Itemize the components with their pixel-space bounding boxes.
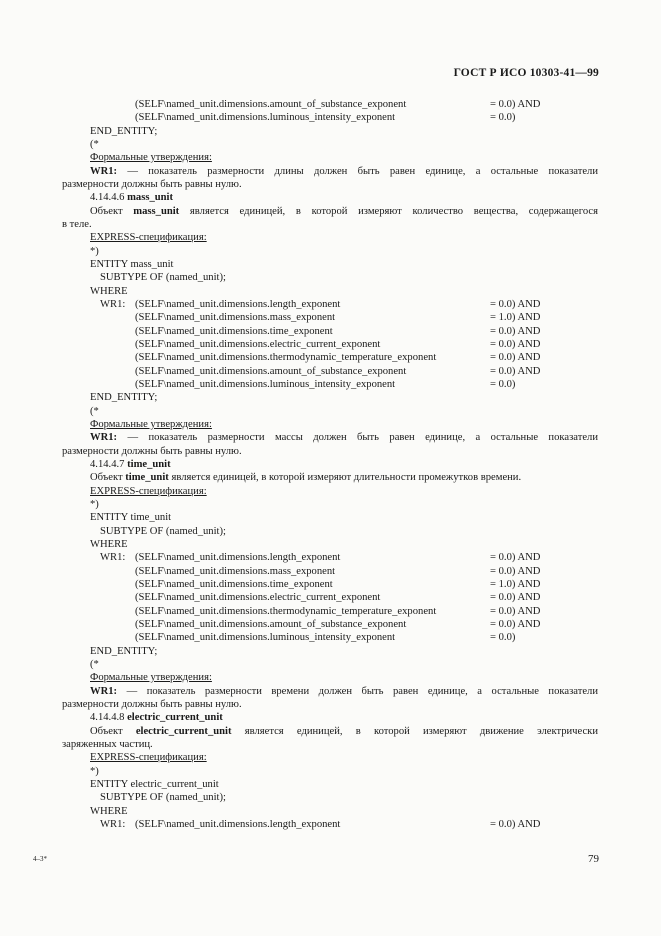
- entity-decl: ENTITY time_unit: [90, 512, 172, 523]
- entity-decl: ENTITY electric_current_unit: [90, 779, 219, 790]
- rule-line: (SELF\named_unit.dimensions.luminous_intensity_exponent = 0.0): [135, 379, 516, 390]
- wr-text: размерности должны быть равны нулю.: [62, 446, 242, 457]
- end-entity: END_ENTITY;: [90, 392, 158, 403]
- rule-line: (SELF\named_unit.dimensions.thermodynamic_temperature_exponent = 0.0) AND: [135, 606, 541, 617]
- rule-line: (SELF\named_unit.dimensions.time_exponent = 1.0) AND: [135, 579, 541, 590]
- section-heading: 4.14.4.8 electric_current_unit: [90, 712, 223, 723]
- page-number: 79: [588, 853, 599, 865]
- wr-text: размерности должны быть равны нулю.: [62, 179, 242, 190]
- comment-close: *): [90, 766, 99, 777]
- where-clause: WHERE: [90, 539, 128, 550]
- comment-open: (*: [90, 406, 99, 417]
- express-heading: EXPRESS-спецификация:: [90, 486, 207, 497]
- rule-line: (SELF\named_unit.dimensions.luminous_intensity_exponent = 0.0): [135, 112, 516, 123]
- section-desc: в теле.: [62, 219, 92, 230]
- formal-heading: Формальные утверждения:: [90, 152, 212, 163]
- section-heading: 4.14.4.6 mass_unit: [90, 192, 174, 203]
- end-entity: END_ENTITY;: [90, 126, 158, 137]
- formal-heading: Формальные утверждения:: [90, 419, 212, 430]
- end-entity: END_ENTITY;: [90, 646, 158, 657]
- rule-line: WR1: (SELF\named_unit.dimensions.length_exponent = 0.0) AND: [100, 819, 541, 830]
- comment-close: *): [90, 246, 99, 257]
- where-clause: WHERE: [90, 286, 128, 297]
- rule-line: (SELF\named_unit.dimensions.thermodynamic_temperature_exponent = 0.0) AND: [135, 352, 541, 363]
- page-header: ГОСТ Р ИСО 10303-41—99: [453, 67, 599, 79]
- rule-line: (SELF\named_unit.dimensions.amount_of_substance_exponent = 0.0) AND: [135, 619, 541, 630]
- rule-line: (SELF\named_unit.dimensions.luminous_intensity_exponent = 0.0): [135, 632, 516, 643]
- rule-line: (SELF\named_unit.dimensions.mass_exponent = 1.0) AND: [135, 312, 541, 323]
- rule-line: (SELF\named_unit.dimensions.mass_exponent = 0.0) AND: [135, 566, 541, 577]
- subtype-decl: SUBTYPE OF (named_unit);: [100, 272, 226, 283]
- section-heading: 4.14.4.7 time_unit: [90, 459, 171, 470]
- section-desc: Объект electric_current_unit является единицей, в которой измеряют движение электрически: [90, 726, 598, 737]
- rule-line: (SELF\named_unit.dimensions.electric_current_exponent = 0.0) AND: [135, 339, 541, 350]
- subtype-decl: SUBTYPE OF (named_unit);: [100, 526, 226, 537]
- express-heading: EXPRESS-спецификация:: [90, 752, 207, 763]
- express-heading: EXPRESS-спецификация:: [90, 232, 207, 243]
- where-clause: WHERE: [90, 806, 128, 817]
- comment-open: (*: [90, 139, 99, 150]
- rule-line: (SELF\named_unit.dimensions.amount_of_substance_exponent = 0.0) AND: [135, 366, 541, 377]
- formal-heading: Формальные утверждения:: [90, 672, 212, 683]
- rule-line: WR1: (SELF\named_unit.dimensions.length_exponent = 0.0) AND: [100, 552, 541, 563]
- rule-line: WR1: (SELF\named_unit.dimensions.length_exponent = 0.0) AND: [100, 299, 541, 310]
- page-signature: 4–3*: [33, 855, 47, 863]
- section-desc: заряженных частиц.: [62, 739, 153, 750]
- comment-close: *): [90, 499, 99, 510]
- comment-open: (*: [90, 659, 99, 670]
- subtype-decl: SUBTYPE OF (named_unit);: [100, 792, 226, 803]
- rule-line: (SELF\named_unit.dimensions.time_exponent = 0.0) AND: [135, 326, 541, 337]
- rule-line: (SELF\named_unit.dimensions.amount_of_substance_exponent = 0.0) AND: [135, 99, 541, 110]
- section-desc: Объект time_unit является единицей, в которой измеряют длительности промежутков времени.: [90, 472, 522, 483]
- entity-decl: ENTITY mass_unit: [90, 259, 174, 270]
- rule-line: (SELF\named_unit.dimensions.electric_current_exponent = 0.0) AND: [135, 592, 541, 603]
- wr-text: WR1: — показатель размерности длины должен быть равен единице, а остальные показатели: [90, 166, 598, 177]
- wr-text: WR1: — показатель размерности времени должен быть равен единице, а остальные показатели: [90, 686, 598, 697]
- wr-text: WR1: — показатель размерности массы должен быть равен единице, а остальные показатели: [90, 432, 598, 443]
- wr-text: размерности должны быть равны нулю.: [62, 699, 242, 710]
- section-desc: Объект mass_unit является единицей, в которой измеряют количество вещества, содержащегося: [90, 206, 598, 217]
